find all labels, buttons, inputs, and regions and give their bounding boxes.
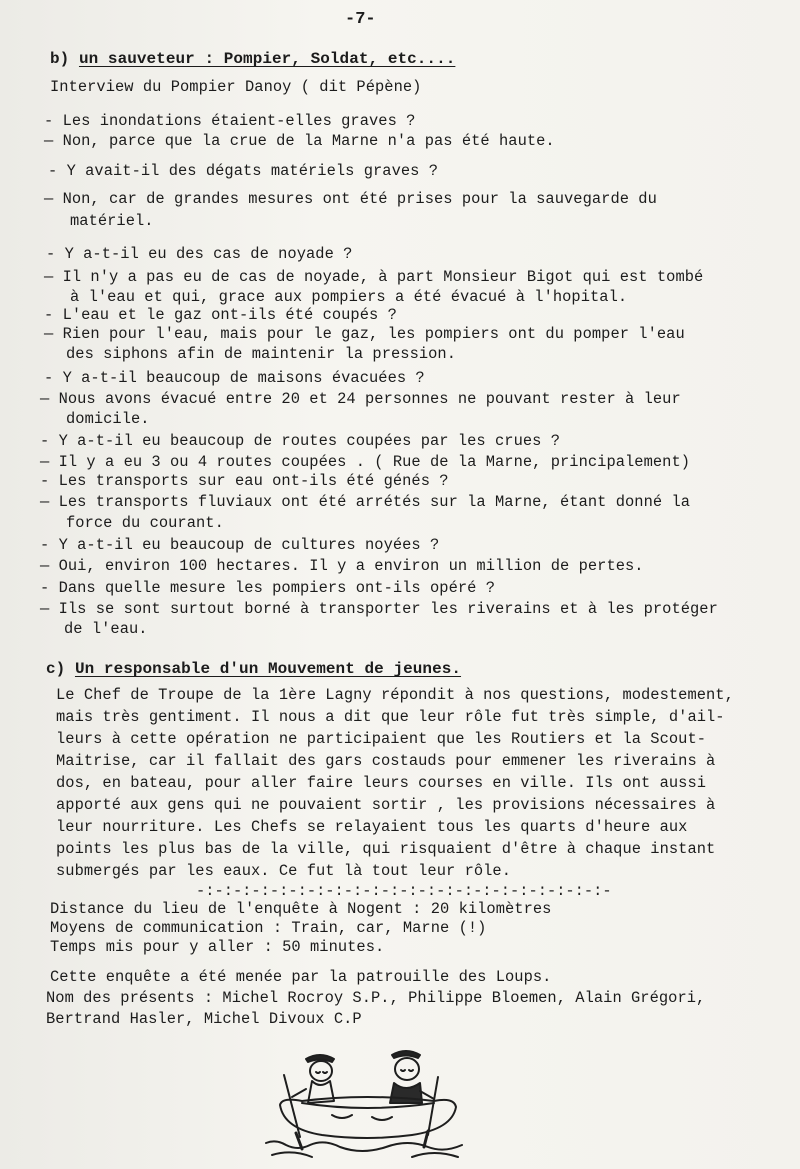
interview-line: - Y a-t-il eu beaucoup de routes coupées par les crues ? bbox=[40, 432, 561, 450]
fact-line: Temps mis pour y aller : 50 minutes. bbox=[50, 938, 385, 956]
interview-line: - Y a-t-il eu des cas de noyade ? bbox=[46, 245, 353, 263]
interview-line: de l'eau. bbox=[64, 620, 148, 638]
interview-line: à l'eau et qui, grace aux pompiers a été évacué à l'hopital. bbox=[70, 288, 628, 306]
interview-line: matériel. bbox=[70, 212, 154, 230]
interview-line: — Les transports fluviaux ont été arrétés sur la Marne, étant donné la bbox=[40, 493, 691, 511]
fact-line: Distance du lieu de l'enquête à Nogent : 20 kilomètres bbox=[50, 900, 552, 918]
section-c-heading bbox=[46, 660, 461, 678]
page-number: -7- bbox=[345, 10, 376, 29]
paragraph-line: apporté aux gens qui ne pouvaient sortir , les provisions nécessaires à bbox=[56, 796, 716, 814]
interview-line: - Les inondations étaient-elles graves ? bbox=[44, 112, 416, 130]
separator-line: -:-:-:-:-:-:-:-:-:-:-:-:-:-:-:-:-:-:-:-:-:-:- bbox=[196, 882, 612, 900]
section-c-title: Un responsable d'un Mouvement de jeunes. bbox=[74, 660, 462, 678]
interview-line: - Dans quelle mesure les pompiers ont-ils opéré ? bbox=[40, 579, 496, 597]
section-b-heading bbox=[50, 50, 455, 68]
section-b-letter: b) bbox=[50, 50, 70, 68]
interview-line: — Non, car de grandes mesures ont été prises pour la sauvegarde du bbox=[44, 190, 657, 208]
paragraph-line: leurs à cette opération ne participaient que les Routiers et la Scout- bbox=[56, 730, 707, 748]
interview-line: — Rien pour l'eau, mais pour le gaz, les pompiers ont du pomper l'eau bbox=[44, 325, 685, 343]
closing-line: Cette enquête a été menée par la patrouille des Loups. bbox=[50, 968, 552, 986]
section-b-subtitle: Interview du Pompier Danoy ( dit Pépène) bbox=[50, 78, 422, 96]
paragraph-line: submergés par les eaux. Ce fut là tout leur rôle. bbox=[56, 862, 512, 880]
paragraph-line: points les plus bas de la ville, qui risquaient d'être à chaque instant bbox=[56, 840, 716, 858]
interview-line: — Il n'y a pas eu de cas de noyade, à part Monsieur Bigot qui est tombé bbox=[44, 268, 704, 286]
interview-line: — Nous avons évacué entre 20 et 24 personnes ne pouvant rester à leur bbox=[40, 390, 681, 408]
closing-line: Nom des présents : Michel Rocroy S.P., Philippe Bloemen, Alain Grégori, bbox=[46, 989, 706, 1007]
section-c-letter: c) bbox=[46, 660, 66, 678]
fact-line: Moyens de communication : Train, car, Marne (!) bbox=[50, 919, 487, 937]
paragraph-line: mais très gentiment. Il nous a dit que leur rôle fut très simple, d'ail- bbox=[56, 708, 725, 726]
closing-line: Bertrand Hasler, Michel Divoux C.P bbox=[46, 1010, 362, 1028]
interview-line: force du courant. bbox=[66, 514, 224, 532]
interview-line: domicile. bbox=[66, 410, 150, 428]
interview-line: - Les transports sur eau ont-ils été génés ? bbox=[40, 472, 449, 490]
paragraph-line: dos, en bateau, pour aller faire leurs courses en ville. Ils ont aussi bbox=[56, 774, 707, 792]
section-b-title: un sauveteur : Pompier, Soldat, etc.... bbox=[78, 50, 456, 68]
interview-line: - Y a-t-il eu beaucoup de cultures noyées ? bbox=[40, 536, 440, 554]
interview-line: des siphons afin de maintenir la pression. bbox=[66, 345, 457, 363]
paragraph-line: Le Chef de Troupe de la 1ère Lagny répondit à nos questions, modestement, bbox=[56, 686, 734, 704]
interview-line: — Non, parce que la crue de la Marne n'a pas été haute. bbox=[44, 132, 555, 150]
paragraph-line: Maitrise, car il fallait des gars costauds pour emmener les riverains à bbox=[56, 752, 716, 770]
interview-line: — Ils se sont surtout borné à transporter les riverains et à les protéger bbox=[40, 600, 718, 618]
canoe-with-two-scouts-drawing bbox=[262, 1045, 472, 1165]
paragraph-line: leur nourriture. Les Chefs se relayaient tous les quarts d'heure aux bbox=[56, 818, 688, 836]
interview-line: - Y a-t-il beaucoup de maisons évacuées ? bbox=[44, 369, 425, 387]
interview-line: — Il y a eu 3 ou 4 routes coupées . ( Rue de la Marne, principalement) bbox=[40, 453, 691, 471]
interview-line: - Y avait-il des dégats matériels graves ? bbox=[48, 162, 439, 180]
interview-line: - L'eau et le gaz ont-ils été coupés ? bbox=[44, 306, 397, 324]
interview-line: — Oui, environ 100 hectares. Il y a environ un million de pertes. bbox=[40, 557, 644, 575]
